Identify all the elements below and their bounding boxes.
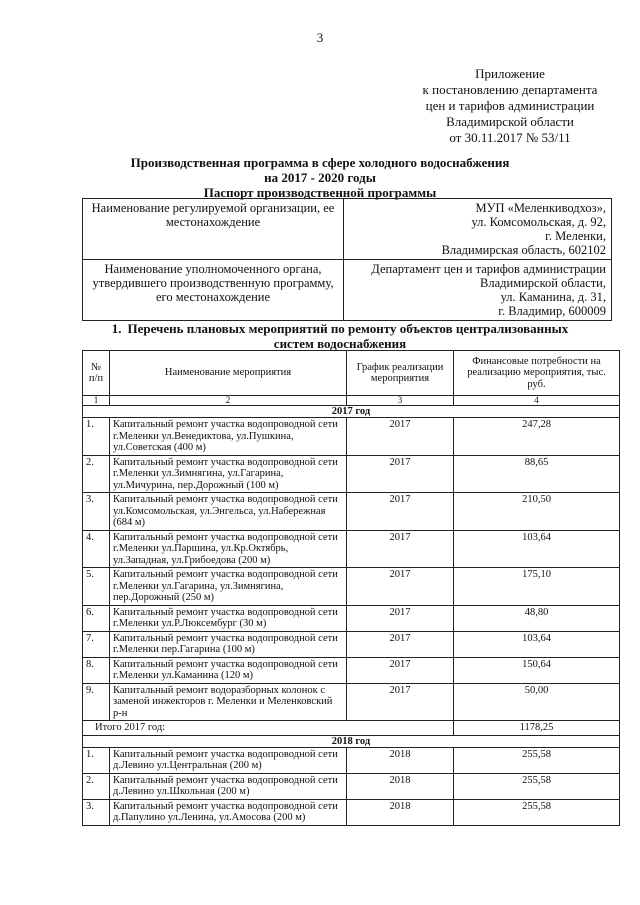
total-label: Итого 2017 год: [83, 721, 454, 736]
table-body [83, 396, 620, 826]
row-amount: 48,80 [454, 605, 620, 631]
appendix-line: Владимирской области [446, 114, 574, 129]
table-row [83, 418, 620, 456]
total-amount: 1178,25 [454, 721, 620, 736]
row-number: 7. [83, 631, 110, 657]
table-row [83, 683, 620, 721]
program-title: Производственная программа в сфере холодного водоснабжения [130, 155, 510, 170]
passport-label: Наименование регулируемой организации, ее местонахождение [83, 199, 344, 260]
table-row [83, 493, 620, 531]
header-schedule: График реализации мероприятия [347, 351, 454, 396]
section-title-line1: Перечень плановых мероприятий по ремонту объектов централизованных [127, 321, 569, 336]
passport-value-line: ул. Каманина, д. 31, [500, 290, 606, 304]
row-number: 2. [83, 773, 110, 799]
column-number: 2 [110, 396, 347, 406]
row-number: 2. [83, 455, 110, 493]
year-row-2018 [83, 735, 620, 747]
row-schedule: 2017 [347, 418, 454, 456]
row-number: 4. [83, 530, 110, 568]
row-measure-name: Капитальный ремонт участка водопроводной сети ул.Комсомольская, ул.Энгельса, ул.Набережная (684 м) [110, 493, 347, 531]
row-number: 8. [83, 657, 110, 683]
column-number: 4 [454, 396, 620, 406]
row-schedule: 2017 [347, 568, 454, 606]
row-measure-name: Капитальный ремонт участка водопроводной сети д.Папулино ул.Ленина, ул.Амосова (200 м) [110, 799, 347, 825]
row-number: 6. [83, 605, 110, 631]
row-amount: 210,50 [454, 493, 620, 531]
passport-value-line: г. Владимир, 600009 [498, 304, 606, 318]
table-header-row [83, 351, 620, 396]
passport-value-line: МУП «Меленкиводхоз», [475, 201, 606, 215]
row-schedule: 2018 [347, 773, 454, 799]
row-amount: 255,58 [454, 799, 620, 825]
row-schedule: 2017 [347, 683, 454, 721]
row-amount: 150,64 [454, 657, 620, 683]
row-schedule: 2017 [347, 530, 454, 568]
passport-title: Паспорт производственной программы [203, 185, 437, 200]
passport-value-line: ул. Комсомольская, д. 92, [471, 215, 606, 229]
table-row [83, 773, 620, 799]
table-row [83, 605, 620, 631]
passport-value [344, 260, 612, 321]
row-measure-name: Капитальный ремонт участка водопроводной сети г.Меленки ул.Паршина, ул.Кр.Октябрь, ул.Западная, ул.Грибоедова (200 м) [110, 530, 347, 568]
appendix-line: к постановлению департамента [422, 82, 598, 97]
row-amount: 175,10 [454, 568, 620, 606]
row-amount: 247,28 [454, 418, 620, 456]
table-row [83, 530, 620, 568]
row-schedule: 2017 [347, 631, 454, 657]
passport-row [83, 260, 612, 321]
row-measure-name: Капитальный ремонт участка водопроводной сети г.Меленки ул.Зимнягина, ул.Гагарина, ул.Мичурина, пер.Дорожный (100 м) [110, 455, 347, 493]
section-number: 1. [111, 321, 122, 336]
row-schedule: 2017 [347, 605, 454, 631]
row-measure-name: Капитальный ремонт участка водопроводной сети г.Меленки ул.Р.Люксембург (30 м) [110, 605, 347, 631]
row-measure-name: Капитальный ремонт участка водопроводной сети г.Меленки ул.Гагарина, ул.Зимнягина, пер.Дорожный (250 м) [110, 568, 347, 606]
row-measure-name: Капитальный ремонт участка водопроводной сети г.Меленки пер.Гагарина (100 м) [110, 631, 347, 657]
header-num: № п/п [83, 351, 110, 396]
row-number: 5. [83, 568, 110, 606]
row-number: 1. [83, 747, 110, 773]
section-title [60, 321, 620, 351]
year-label: 2017 год [83, 406, 620, 418]
program-period: на 2017 - 2020 годы [264, 170, 376, 185]
passport-value-line: Владимирской области, [480, 276, 606, 290]
appendix-block [395, 66, 625, 146]
row-amount: 103,64 [454, 530, 620, 568]
row-schedule: 2017 [347, 657, 454, 683]
passport-label: Наименование уполномоченного органа, утвердившего производственную программу, его местонахождение [83, 260, 344, 321]
column-number: 3 [347, 396, 454, 406]
passport-value-line: г. Меленки, [545, 229, 606, 243]
table-row [83, 455, 620, 493]
passport-value-line: Владимирская область, 602102 [441, 243, 606, 257]
table-row [83, 747, 620, 773]
column-numbers-row [83, 396, 620, 406]
header-name: Наименование мероприятия [110, 351, 347, 396]
row-amount: 255,58 [454, 747, 620, 773]
row-schedule: 2017 [347, 455, 454, 493]
passport-value-line: Департамент цен и тарифов администрации [371, 262, 606, 276]
section-title-line2: систем водоснабжения [273, 336, 407, 351]
row-schedule: 2018 [347, 747, 454, 773]
row-measure-name: Капитальный ремонт участка водопроводной сети д.Левино ул.Школьная (200 м) [110, 773, 347, 799]
document-titles [0, 155, 640, 200]
table-row [83, 799, 620, 825]
table-row [83, 657, 620, 683]
row-schedule: 2017 [347, 493, 454, 531]
row-amount: 88,65 [454, 455, 620, 493]
appendix-line: цен и тарифов администрации [425, 98, 595, 113]
year-label: 2018 год [83, 735, 620, 747]
passport-value [344, 199, 612, 260]
row-amount: 103,64 [454, 631, 620, 657]
row-measure-name: Капитальный ремонт участка водопроводной сети д.Левино ул.Центральная (200 м) [110, 747, 347, 773]
page-number: 3 [316, 30, 324, 45]
row-number: 9. [83, 683, 110, 721]
passport-row [83, 199, 612, 260]
column-number: 1 [83, 396, 110, 406]
appendix-line: от 30.11.2017 № 53/11 [449, 130, 571, 145]
row-number: 1. [83, 418, 110, 456]
table-row [83, 631, 620, 657]
row-amount: 255,58 [454, 773, 620, 799]
header-finance: Финансовые потребности на реализацию мероприятия, тыс. руб. [454, 351, 620, 396]
row-schedule: 2018 [347, 799, 454, 825]
row-measure-name: Капитальный ремонт участка водопроводной сети г.Меленки ул.Венедиктова, ул.Пушкина, ул.Советская (400 м) [110, 418, 347, 456]
table-row [83, 568, 620, 606]
row-number: 3. [83, 799, 110, 825]
total-row-2017 [83, 721, 620, 736]
appendix-line: Приложение [475, 66, 545, 81]
passport-table [82, 198, 612, 321]
row-amount: 50,00 [454, 683, 620, 721]
measures-table [82, 350, 620, 826]
row-measure-name: Капитальный ремонт участка водопроводной сети г.Меленки ул.Каманина (120 м) [110, 657, 347, 683]
row-measure-name: Капитальный ремонт водоразборных колонок с заменой инжекторов г. Меленки и Меленковский р-н [110, 683, 347, 721]
year-row-2017 [83, 406, 620, 418]
row-number: 3. [83, 493, 110, 531]
